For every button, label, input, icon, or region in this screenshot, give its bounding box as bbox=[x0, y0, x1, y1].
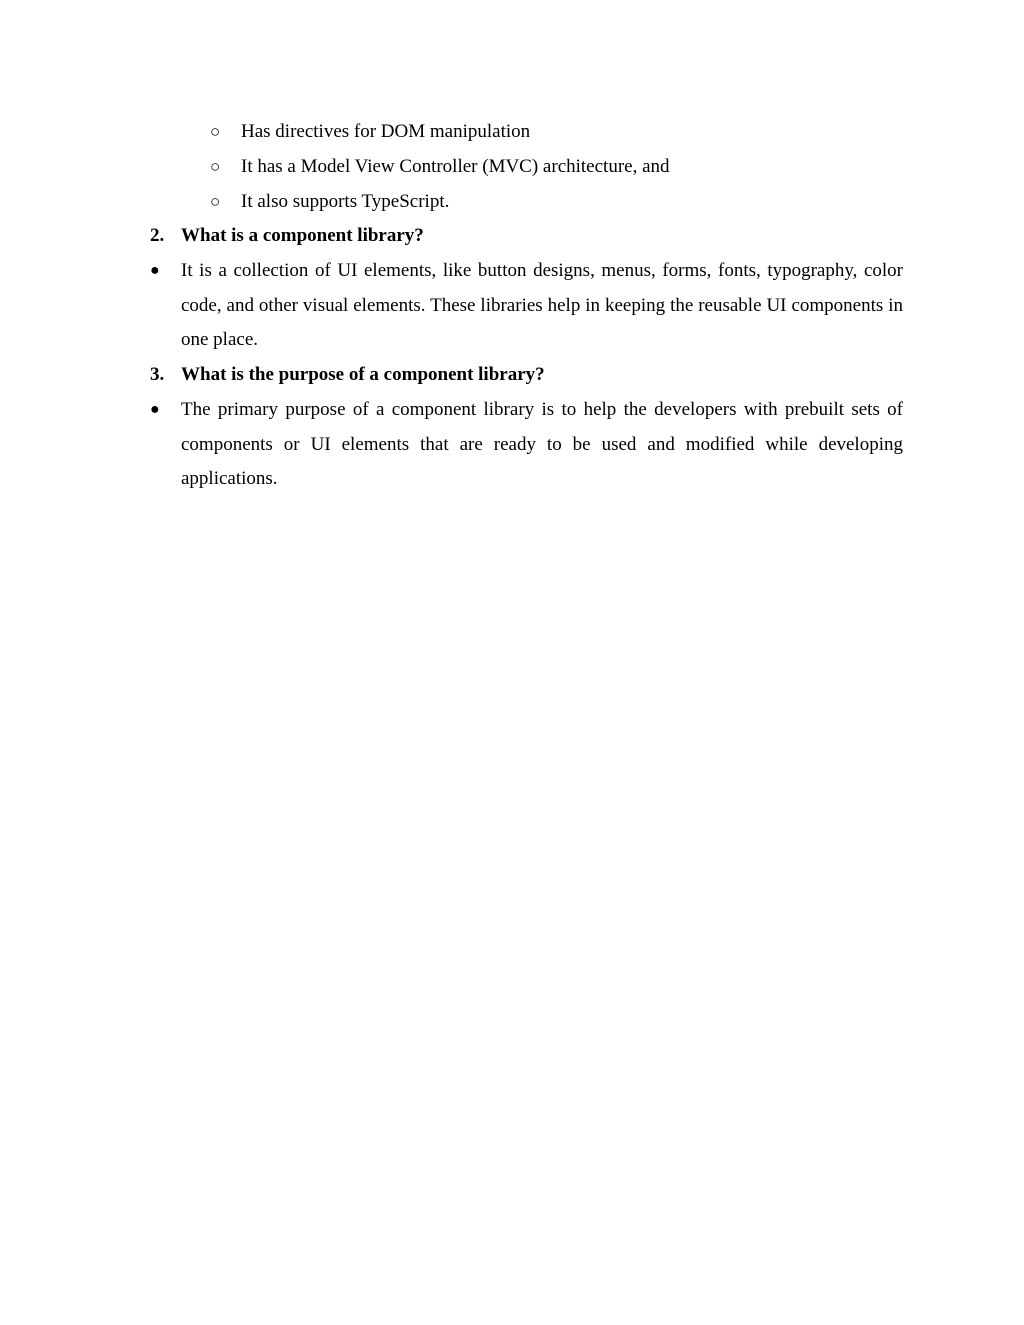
answer-paragraph: It is a collection of UI elements, like button designs, menus, forms, fonts, typography, color code, and other visual elements. These libraries help in keeping the reusable UI components in one place. bbox=[181, 260, 903, 351]
question-heading: What is a component library? bbox=[181, 225, 424, 246]
answer-bullet: ● bbox=[150, 262, 160, 279]
sub-list-marker: ○ bbox=[210, 192, 221, 211]
question-heading: What is the purpose of a component library? bbox=[181, 364, 545, 385]
sub-list-item: Has directives for DOM manipulation bbox=[241, 121, 531, 142]
question-number: 2. bbox=[150, 225, 165, 246]
sub-list-marker: ○ bbox=[210, 157, 221, 176]
sub-list-marker: ○ bbox=[210, 122, 221, 141]
sub-list-item: It has a Model View Controller (MVC) architecture, and bbox=[241, 156, 670, 177]
sub-list-item: It also supports TypeScript. bbox=[241, 191, 450, 212]
answer-paragraph: The primary purpose of a component library is to help the developers with prebuilt sets of components or UI elements that are ready to be used and modified while developing applications. bbox=[181, 399, 903, 490]
question-number: 3. bbox=[150, 364, 165, 385]
answer-bullet: ● bbox=[150, 401, 160, 418]
